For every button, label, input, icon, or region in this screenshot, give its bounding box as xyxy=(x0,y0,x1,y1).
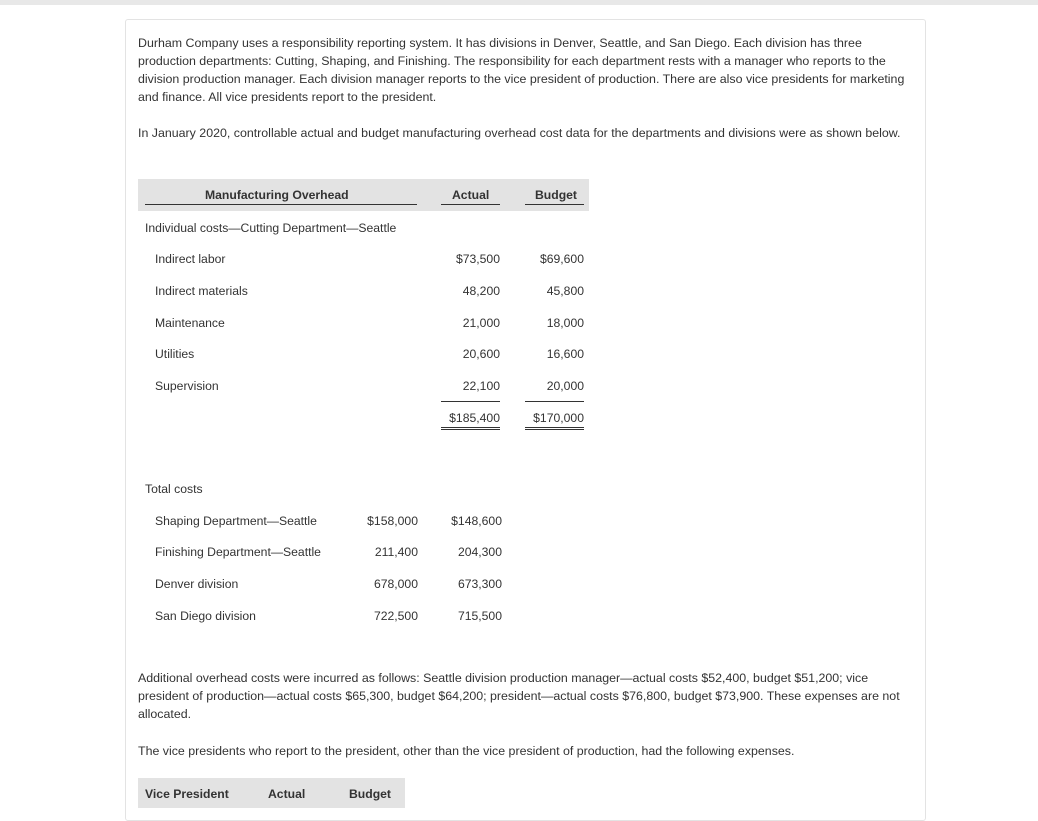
row-label: San Diego division xyxy=(155,609,256,623)
row-label: Indirect materials xyxy=(155,284,248,298)
subtotal-line xyxy=(441,401,500,402)
header-underline xyxy=(525,204,584,205)
row-budget: 204,300 xyxy=(457,545,502,559)
vice-presidents-paragraph: The vice presidents who report to the president, other than the vice president of production, had the following expenses. xyxy=(138,744,795,758)
total-actual: $185,400 xyxy=(449,411,500,425)
column-header-budget: Budget xyxy=(349,787,391,801)
double-underline xyxy=(525,427,584,428)
row-budget: 673,300 xyxy=(457,577,502,591)
row-label: Supervision xyxy=(155,379,219,393)
row-actual: 211,400 xyxy=(374,545,418,559)
row-budget: $69,600 xyxy=(539,252,584,266)
row-actual: 722,500 xyxy=(373,609,418,623)
row-budget: $148,600 xyxy=(451,514,502,528)
double-underline xyxy=(441,429,500,430)
row-actual: $73,500 xyxy=(455,252,500,266)
row-budget: 18,000 xyxy=(546,316,584,330)
double-underline xyxy=(441,427,500,428)
row-label: Shaping Department—Seattle xyxy=(155,514,317,528)
double-underline xyxy=(525,429,584,430)
top-bar xyxy=(0,0,1038,5)
total-budget: $170,000 xyxy=(533,411,584,425)
header-underline xyxy=(145,204,417,205)
row-budget: 715,500 xyxy=(457,609,502,623)
row-actual: 21,000 xyxy=(462,316,500,330)
subtotal-line xyxy=(525,401,584,402)
row-actual: 678,000 xyxy=(373,577,418,591)
row-actual: 22,100 xyxy=(462,379,500,393)
column-header-actual: Actual xyxy=(268,787,306,801)
row-label: Finishing Department—Seattle xyxy=(155,545,321,559)
section-title-total-costs: Total costs xyxy=(145,482,203,496)
intro-paragraph-2: In January 2020, controllable actual and budget manufacturing overhead cost data for the departments and divisions were as shown below. xyxy=(138,126,901,140)
column-header-manufacturing-overhead: Manufacturing Overhead xyxy=(205,188,349,202)
row-actual: $158,000 xyxy=(367,514,418,528)
row-budget: 16,600 xyxy=(546,347,584,361)
intro-paragraph: Durham Company uses a responsibility reporting system. It has divisions in Denver, Seattle, and San Diego. Each division has three production departments: Cutting, Shaping, and Finishing. The responsibility for each department rests with a manager who reports to the division production manager. Each division manager reports to the vice president of production. There are also vice presidents for marketing and finance. All vice presidents report to the president. xyxy=(138,36,905,104)
column-header-actual: Actual xyxy=(452,188,490,202)
row-label: Indirect labor xyxy=(155,252,226,266)
header-underline xyxy=(441,204,500,205)
row-budget: 20,000 xyxy=(546,379,584,393)
section-title-cutting-seattle: Individual costs—Cutting Department—Seattle xyxy=(145,221,397,235)
additional-costs-paragraph: Additional overhead costs were incurred as follows: Seattle division production manager—actual costs $52,400, budget $51,200; vice president of production—actual costs $65,300, budget $64,200; president—actual costs $76,800, budget $73,900. These expenses are not allocated. xyxy=(138,671,900,721)
row-label: Utilities xyxy=(155,347,195,361)
row-actual: 48,200 xyxy=(462,284,500,298)
row-label: Denver division xyxy=(155,577,239,591)
column-header-budget: Budget xyxy=(535,188,577,202)
column-header-vice-president: Vice President xyxy=(145,787,229,801)
row-actual: 20,600 xyxy=(462,347,500,361)
row-label: Maintenance xyxy=(155,316,225,330)
row-budget: 45,800 xyxy=(546,284,584,298)
